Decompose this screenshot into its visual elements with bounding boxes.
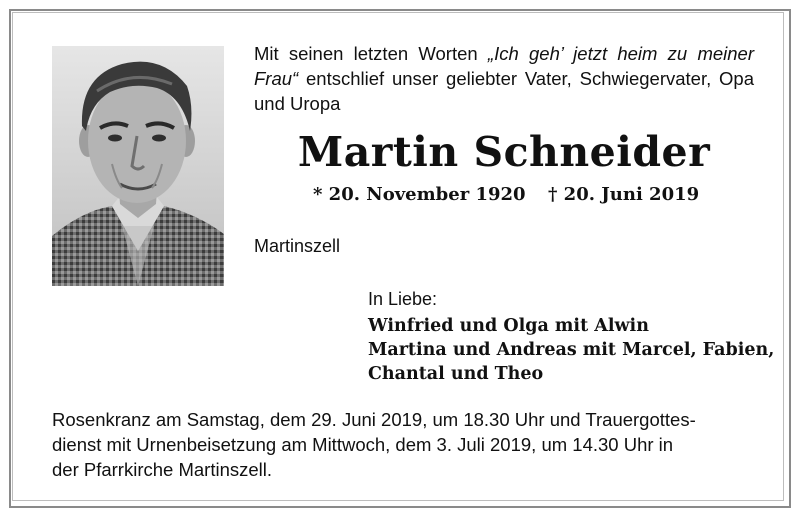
birth-date: * 20. November 1920 xyxy=(313,184,526,205)
mourners-label: In Liebe: xyxy=(368,289,438,309)
residence-place: Martinszell xyxy=(254,236,341,256)
intro-text xyxy=(254,41,754,116)
mourner-line: Chantal und Theo xyxy=(368,364,544,384)
mourner-line: Winfried und Olga mit Alwin xyxy=(368,316,649,336)
deceased-name: Martin Schneider xyxy=(297,128,711,176)
intro-rest: entschlief unser geliebter Vater, Schwiegervater, Opa und Uropa xyxy=(254,68,754,114)
death-date: † 20. Juni 2019 xyxy=(548,184,700,205)
mourners-list xyxy=(368,314,774,386)
portrait-illustration xyxy=(52,46,224,286)
service-line: der Pfarrkirche Martinszell. xyxy=(52,459,273,480)
service-line: Rosenkranz am Samstag, dem 29. Juni 2019, um 18.30 Uhr und Trauergottes- xyxy=(52,409,696,430)
intro-lead: Mit seinen letzten Worten xyxy=(254,43,478,64)
intro-quote: „Ich geh’ jetzt heim zu meiner Frau“ xyxy=(254,43,754,89)
portrait-photo xyxy=(52,46,224,286)
service-info xyxy=(52,407,752,482)
mourner-line: Martina und Andreas mit Marcel, Fabien, xyxy=(368,340,775,360)
service-line: dienst mit Urnenbeisetzung am Mittwoch, dem 3. Juli 2019, um 14.30 Uhr in xyxy=(52,434,674,455)
